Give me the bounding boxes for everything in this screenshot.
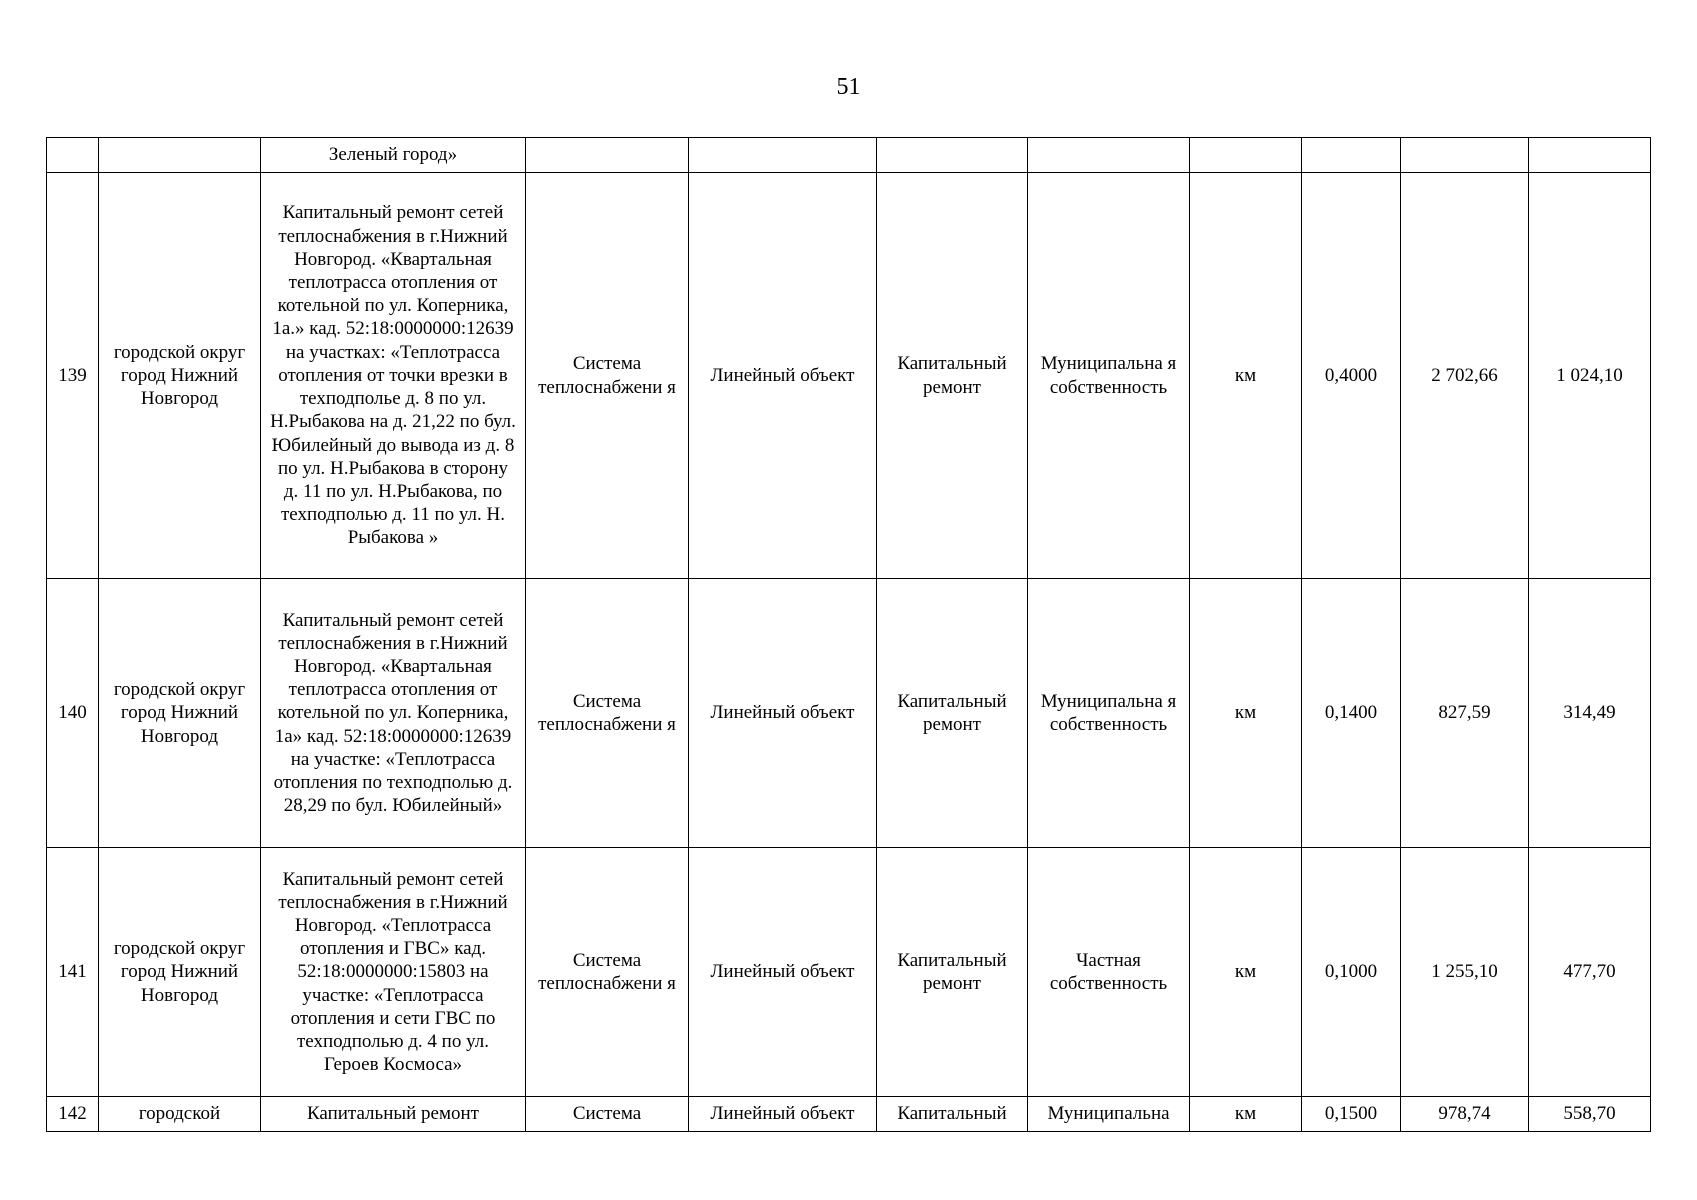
cell-num: 139 <box>47 173 99 579</box>
cell-unit: км <box>1190 1097 1302 1132</box>
cell-num <box>47 138 99 173</box>
table-row <box>47 848 1651 1097</box>
capital-repair-table <box>46 137 1651 1132</box>
cell-work-type: Капитальный ремонт <box>877 579 1028 848</box>
cell-num: 140 <box>47 579 99 848</box>
cell-work-type: Капитальный ремонт <box>877 848 1028 1097</box>
cell-description: Капитальный ремонт сетей теплоснабжения в г.Нижний Новгород. «Квартальная теплотрасса отопления от котельной по ул. Коперника, 1а.» кад. 52:18:0000000:12639 на участках: «Теплотрасса отопления от точки врезки в техподполье д. 8 по ул. Н.Рыбакова на д. 21,22 по бул. Юбилейный до вывода из д. 8 по ул. Н.Рыбакова в сторону д. 11 по ул. Н.Рыбакова, по техподполью д. 11 по ул. Н. Рыбакова » <box>261 173 526 579</box>
cell-ownership: Муниципальна я собственность <box>1028 579 1190 848</box>
cell-system: Система теплоснабжени я <box>526 173 689 579</box>
cell-unit <box>1190 138 1302 173</box>
cell-cost-2 <box>1529 138 1651 173</box>
cell-municipality: городской округ город Нижний Новгород <box>99 579 261 848</box>
cell-unit: км <box>1190 173 1302 579</box>
cell-object-type: Линейный объект <box>689 579 877 848</box>
cell-cost-total: 2 702,66 <box>1401 173 1529 579</box>
cell-unit: км <box>1190 848 1302 1097</box>
cell-length: 0,4000 <box>1302 173 1401 579</box>
table-row <box>47 579 1651 848</box>
cell-object-type: Линейный объект <box>689 1097 877 1132</box>
cell-ownership: Частная собственность <box>1028 848 1190 1097</box>
cell-length: 0,1500 <box>1302 1097 1401 1132</box>
cell-work-type: Капитальный ремонт <box>877 173 1028 579</box>
cell-work-type <box>877 138 1028 173</box>
cell-work-type: Капитальный <box>877 1097 1028 1132</box>
cell-num: 141 <box>47 848 99 1097</box>
cell-cost-2: 1 024,10 <box>1529 173 1651 579</box>
cell-cost-2: 477,70 <box>1529 848 1651 1097</box>
cell-object-type: Линейный объект <box>689 173 877 579</box>
cell-cost-total: 978,74 <box>1401 1097 1529 1132</box>
cell-description: Капитальный ремонт сетей теплоснабжения в г.Нижний Новгород. «Теплотрасса отопления и ГВС» кад. 52:18:0000000:15803 на участке: «Теплотрасса отопления и сети ГВС по техподполью д. 4 по ул. Героев Космоса» <box>261 848 526 1097</box>
cell-ownership <box>1028 138 1190 173</box>
cell-num: 142 <box>47 1097 99 1132</box>
table-row-continuation <box>47 138 1651 173</box>
cell-length: 0,1400 <box>1302 579 1401 848</box>
cell-system: Система <box>526 1097 689 1132</box>
cell-municipality <box>99 138 261 173</box>
cell-object-type <box>689 138 877 173</box>
cell-cost-total: 827,59 <box>1401 579 1529 848</box>
cell-cost-2: 314,49 <box>1529 579 1651 848</box>
table-row <box>47 1097 1651 1132</box>
cell-description: Зеленый город» <box>261 138 526 173</box>
cell-description: Капитальный ремонт сетей теплоснабжения в г.Нижний Новгород. «Квартальная теплотрасса отопления от котельной по ул. Коперника, 1а» кад. 52:18:0000000:12639 на участке: «Теплотрасса отопления по техподполью д. 28,29 по бул. Юбилейный» <box>261 579 526 848</box>
page-number: 51 <box>836 74 861 100</box>
cell-length: 0,1000 <box>1302 848 1401 1097</box>
table-row <box>47 173 1651 579</box>
cell-object-type: Линейный объект <box>689 848 877 1097</box>
cell-ownership: Муниципальна <box>1028 1097 1190 1132</box>
cell-system: Система теплоснабжени я <box>526 579 689 848</box>
cell-system <box>526 138 689 173</box>
cell-municipality: городской округ город Нижний Новгород <box>99 848 261 1097</box>
cell-cost-total <box>1401 138 1529 173</box>
cell-description: Капитальный ремонт <box>261 1097 526 1132</box>
cell-unit: км <box>1190 579 1302 848</box>
cell-ownership: Муниципальна я собственность <box>1028 173 1190 579</box>
cell-cost-2: 558,70 <box>1529 1097 1651 1132</box>
cell-cost-total: 1 255,10 <box>1401 848 1529 1097</box>
cell-municipality: городской округ город Нижний Новгород <box>99 173 261 579</box>
cell-system: Система теплоснабжени я <box>526 848 689 1097</box>
cell-municipality: городской <box>99 1097 261 1132</box>
cell-length <box>1302 138 1401 173</box>
